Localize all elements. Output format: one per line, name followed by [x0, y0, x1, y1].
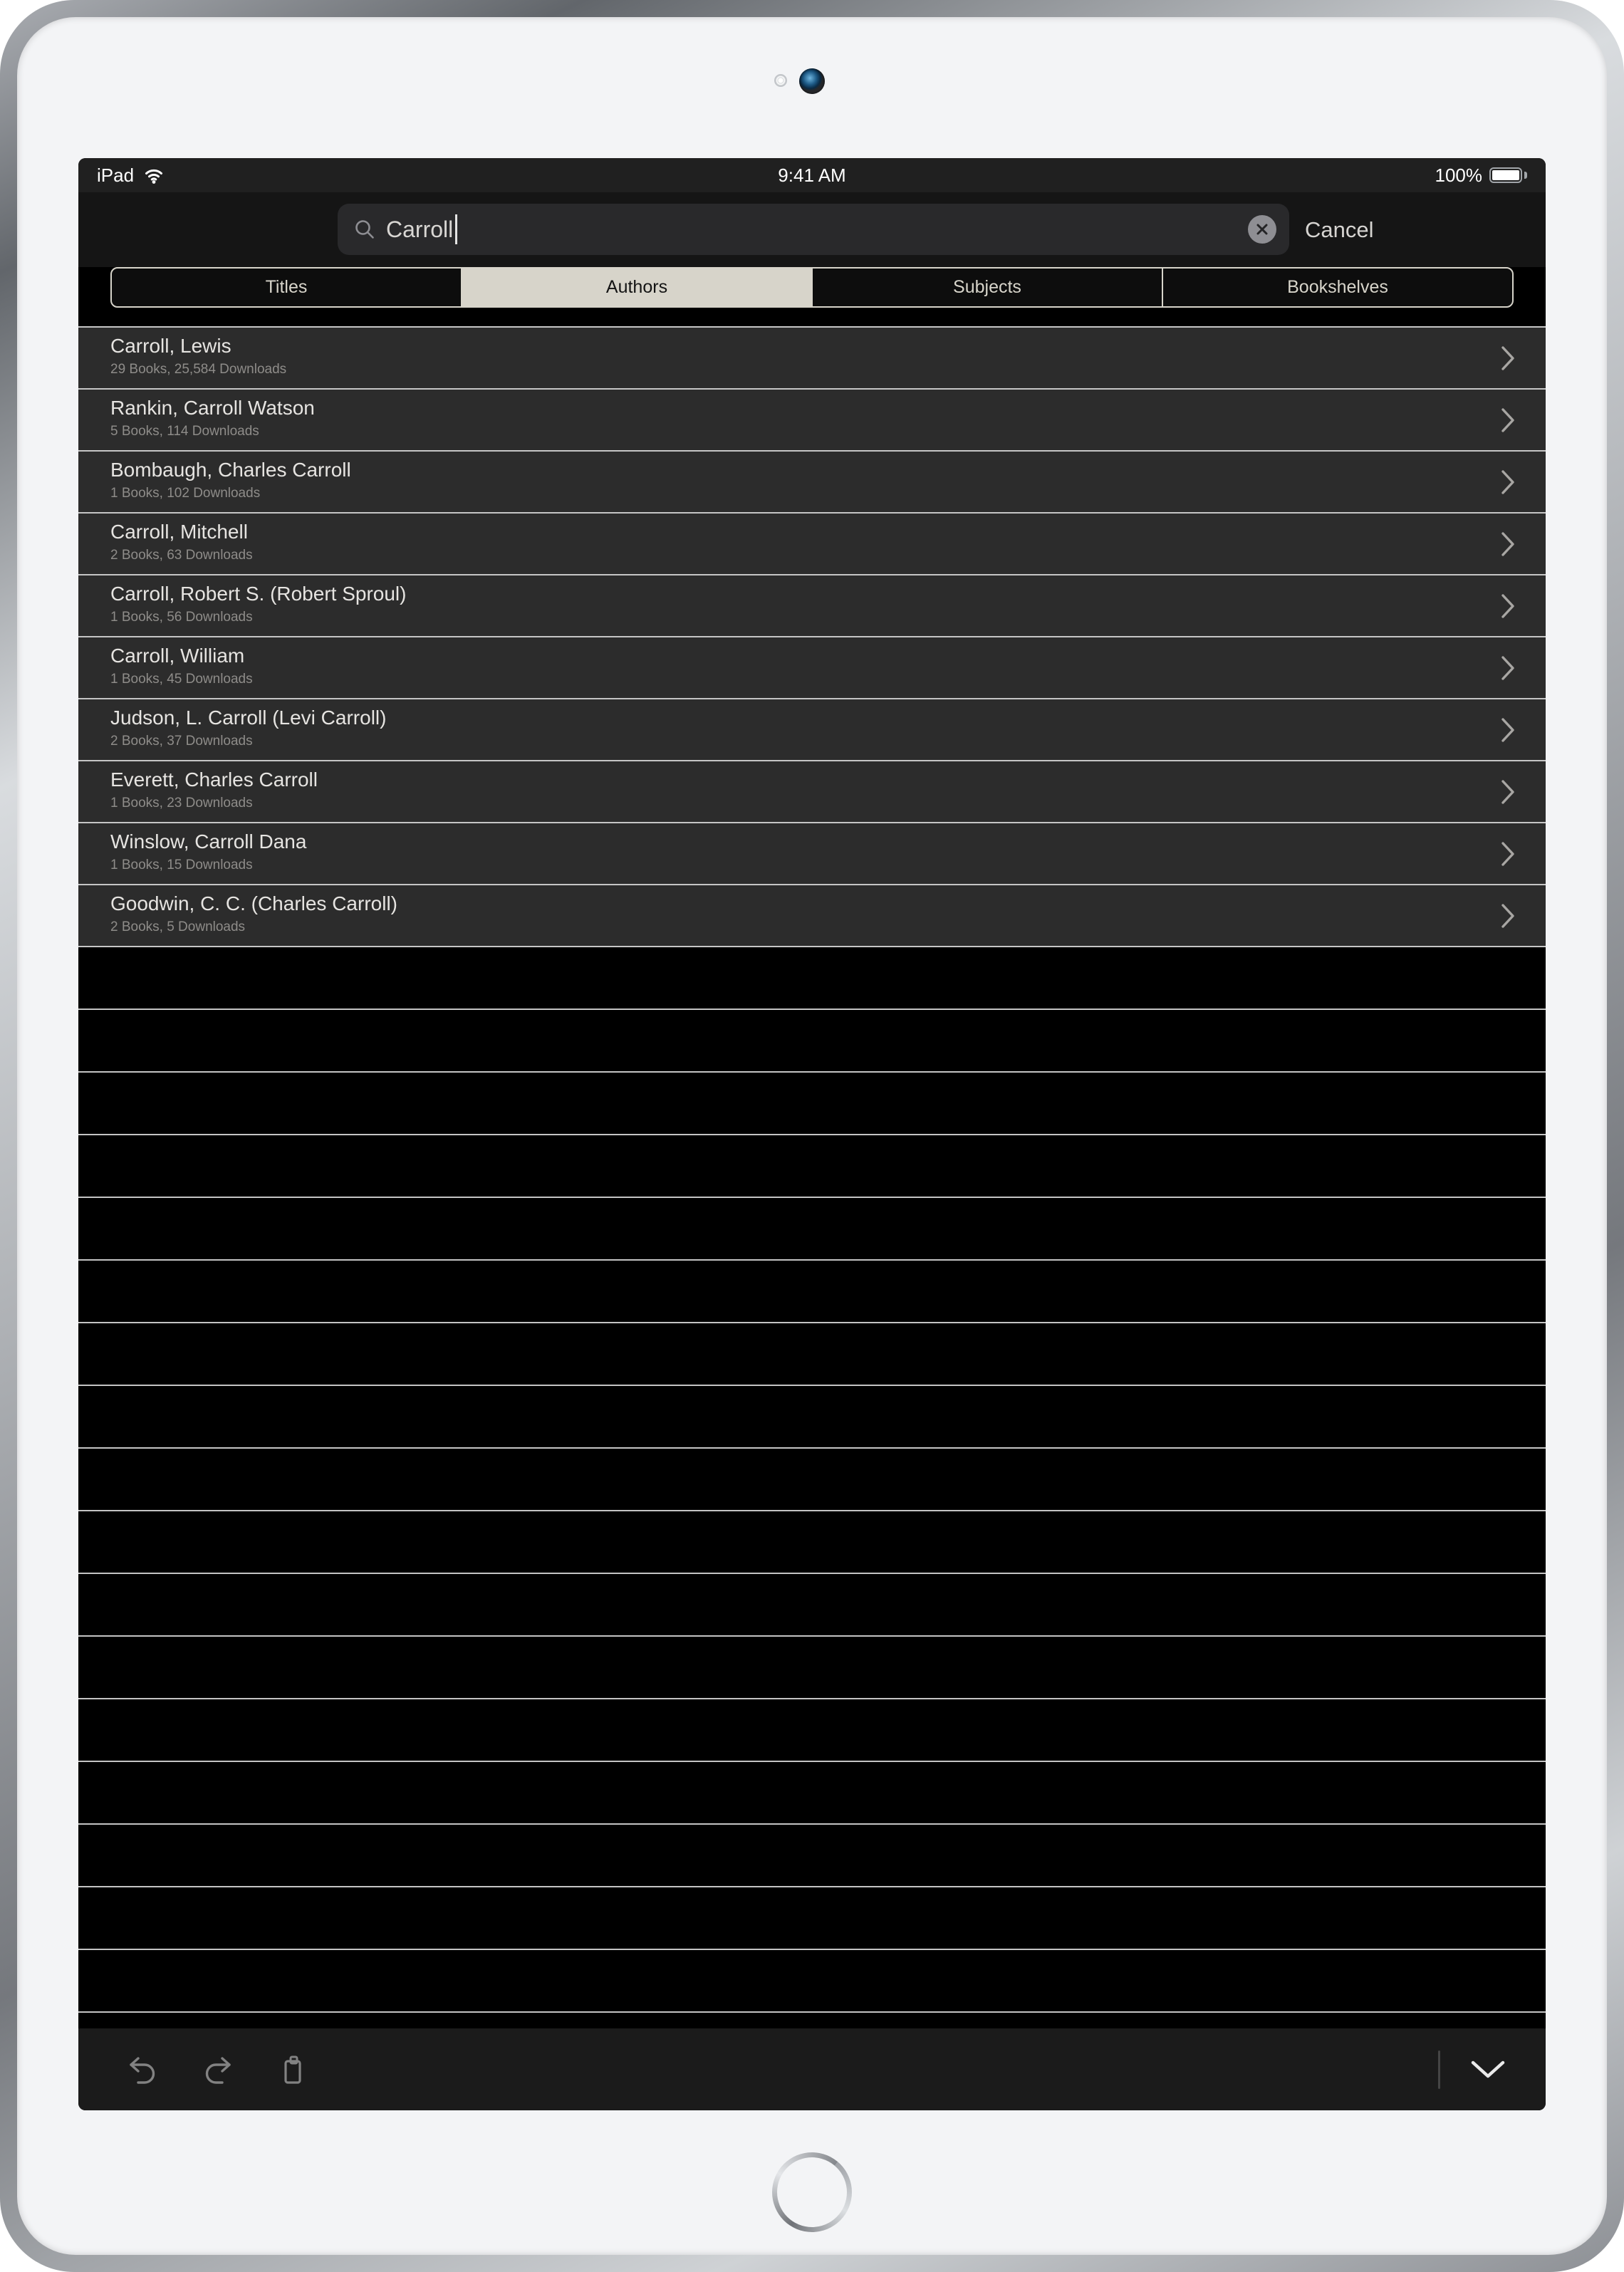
chevron-down-icon [1469, 2058, 1507, 2081]
empty-list-row [78, 1135, 1546, 1198]
paste-icon [276, 2053, 311, 2087]
front-camera [799, 68, 825, 94]
empty-list-row [78, 1699, 1546, 1762]
chevron-right-icon [1500, 841, 1516, 867]
author-name: Winslow, Carroll Dana [110, 830, 307, 853]
empty-list-row [78, 1323, 1546, 1386]
empty-list-row [78, 1449, 1546, 1511]
carrier-label: iPad [97, 164, 135, 186]
keyboard-shortcut-bar [78, 2028, 1546, 2110]
status-bar [78, 158, 1546, 192]
toolbar-divider [1438, 2050, 1440, 2089]
undo-button[interactable] [125, 2053, 160, 2086]
author-name: Carroll, Robert S. (Robert Sproul) [110, 583, 407, 605]
author-row[interactable] [78, 823, 1546, 885]
empty-list-row [78, 1950, 1546, 2013]
author-name: Goodwin, C. C. (Charles Carroll) [110, 892, 397, 914]
empty-list-row [78, 1261, 1546, 1323]
battery-percent: 100% [1435, 164, 1482, 186]
chevron-right-icon [1500, 903, 1516, 929]
author-stats: 1 Books, 15 Downloads [110, 858, 253, 872]
author-stats: 2 Books, 37 Downloads [110, 734, 253, 749]
author-name: Judson, L. Carroll (Levi Carroll) [110, 707, 387, 729]
tab-titles[interactable]: Titles [112, 269, 462, 306]
tab-subjects[interactable]: Subjects [813, 269, 1163, 306]
home-button[interactable] [772, 2152, 852, 2232]
author-name: Carroll, William [110, 645, 245, 667]
empty-list-row [78, 1825, 1546, 1887]
author-row[interactable] [78, 452, 1546, 514]
redo-button[interactable] [201, 2053, 235, 2086]
redo-icon [201, 2053, 235, 2086]
search-header [78, 192, 1546, 267]
author-row[interactable] [78, 761, 1546, 823]
author-row[interactable] [78, 328, 1546, 390]
author-stats: 1 Books, 23 Downloads [110, 796, 253, 811]
clock: 9:41 AM [778, 164, 846, 186]
search-scope-tabs [110, 267, 1514, 308]
author-name: Everett, Charles Carroll [110, 768, 318, 791]
text-cursor [455, 214, 457, 244]
author-stats: 2 Books, 63 Downloads [110, 548, 253, 563]
screen [78, 158, 1546, 2110]
author-row[interactable] [78, 637, 1546, 699]
chevron-right-icon [1500, 717, 1516, 743]
author-stats: 1 Books, 45 Downloads [110, 672, 253, 687]
chevron-right-icon [1500, 593, 1516, 619]
empty-list-row [78, 1574, 1546, 1637]
author-name: Rankin, Carroll Watson [110, 397, 315, 419]
empty-list-row [78, 1198, 1546, 1261]
undo-icon [125, 2053, 160, 2086]
chevron-right-icon [1500, 345, 1516, 371]
empty-list-row [78, 1637, 1546, 1699]
author-stats: 29 Books, 25,584 Downloads [110, 362, 287, 377]
empty-list-row [78, 1762, 1546, 1825]
author-results-list [78, 326, 1546, 2013]
clear-search-button[interactable] [1248, 215, 1276, 244]
author-name: Bombaugh, Charles Carroll [110, 459, 351, 481]
author-stats: 1 Books, 56 Downloads [110, 610, 253, 625]
empty-list-row [78, 1511, 1546, 1574]
empty-list-row [78, 1073, 1546, 1135]
empty-list-row [78, 1887, 1546, 1950]
author-row[interactable] [78, 514, 1546, 575]
author-row[interactable] [78, 390, 1546, 452]
search-input[interactable] [338, 204, 1289, 255]
author-name: Carroll, Mitchell [110, 521, 248, 543]
author-name: Carroll, Lewis [110, 335, 231, 357]
search-icon [353, 218, 376, 241]
empty-list-row [78, 1386, 1546, 1449]
chevron-right-icon [1500, 469, 1516, 495]
clear-icon [1254, 222, 1270, 237]
empty-list-row [78, 947, 1546, 1010]
tab-authors[interactable]: Authors [462, 269, 813, 306]
author-row[interactable] [78, 575, 1546, 637]
author-row[interactable] [78, 699, 1546, 761]
author-stats: 2 Books, 5 Downloads [110, 919, 246, 934]
cancel-button[interactable]: Cancel [1305, 192, 1374, 267]
search-query-text: Carroll [386, 216, 454, 242]
battery-icon [1489, 167, 1522, 183]
chevron-right-icon [1500, 407, 1516, 433]
author-row[interactable] [78, 885, 1546, 947]
dismiss-keyboard-button[interactable] [1469, 2058, 1507, 2081]
empty-list-row [78, 1010, 1546, 1073]
paste-button[interactable] [276, 2053, 311, 2087]
ambient-sensor [774, 74, 787, 87]
author-stats: 1 Books, 102 Downloads [110, 486, 261, 501]
battery-nub [1524, 172, 1527, 179]
chevron-right-icon [1500, 655, 1516, 681]
chevron-right-icon [1500, 531, 1516, 557]
author-stats: 5 Books, 114 Downloads [110, 424, 259, 439]
chevron-right-icon [1500, 779, 1516, 805]
tab-bookshelves[interactable]: Bookshelves [1163, 269, 1512, 306]
ipad-bezel [17, 17, 1607, 2255]
